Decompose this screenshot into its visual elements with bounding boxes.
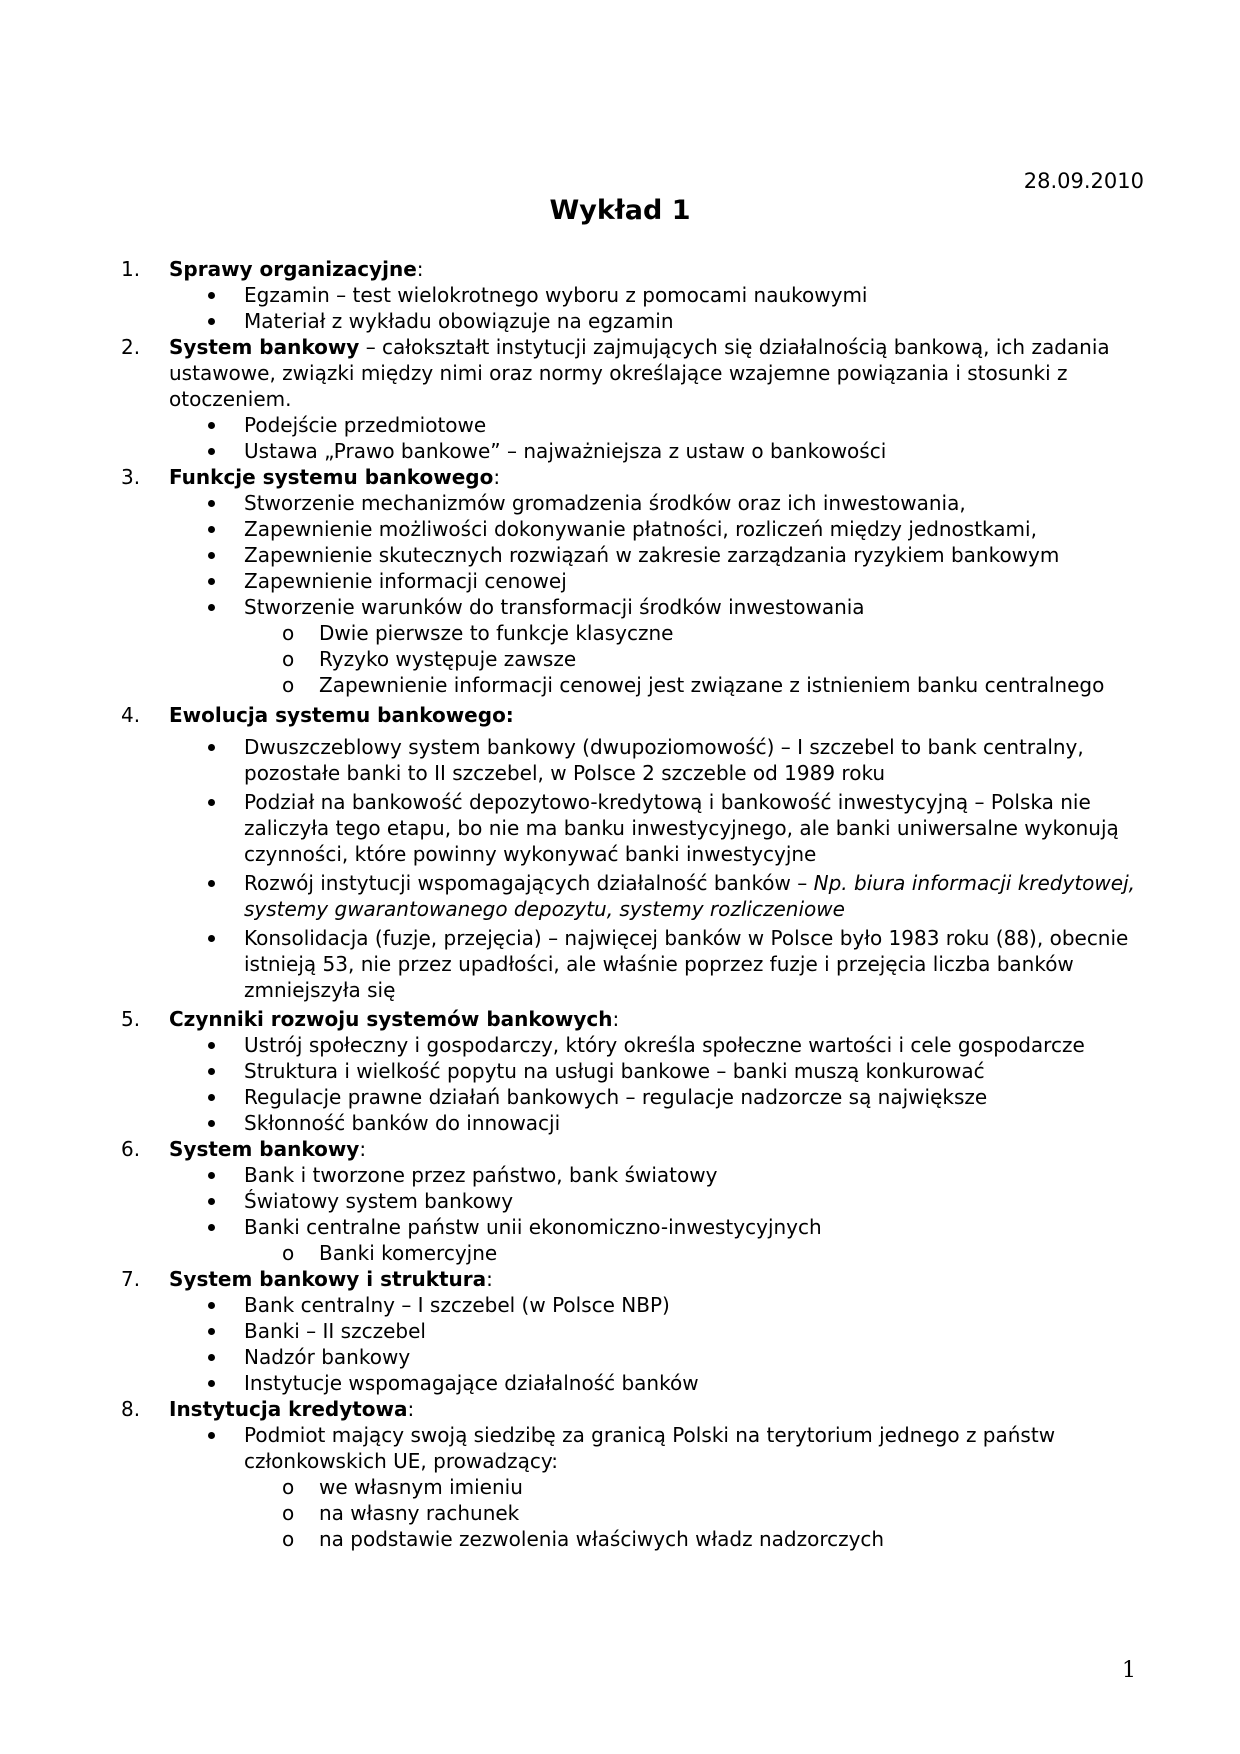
section-heading: Instytucja kredytowa — [169, 1397, 408, 1421]
bullet-item: Dwuszczeblowy system bankowy (dwupoziomowość) – I szczebel to bank centralny, pozostałe banki to II szczebel, w Polsce 2 szczeble od 1989 roku — [244, 734, 1141, 786]
bullet-list — [244, 490, 1141, 698]
section-heading: Sprawy organizacyjne — [169, 257, 417, 281]
section-number: 6. — [121, 1137, 141, 1161]
sub-item: o Zapewnienie informacji cenowej jest związane z istnieniem banku centralnego — [319, 672, 1141, 698]
section-heading-line — [169, 1266, 1141, 1292]
section-heading-line — [169, 1006, 1141, 1032]
bullet-item: Ustawa „Prawo bankowe” – najważniejsza z ustaw o bankowości — [244, 438, 1141, 464]
bullet-item-text: Rozwój instytucji wspomagających działalność banków – — [244, 871, 814, 895]
section-heading-tail: : — [407, 1397, 415, 1421]
sub-item: o we własnym imieniu — [319, 1474, 1141, 1500]
bullet-item-text: Podmiot mający swoją siedzibę za granicą Polski na terytorium jednego z państw członkowskich UE, prowadzący: — [244, 1423, 1056, 1473]
section-heading-tail: – całokształt instytucji zajmujących się działalnością bankową, ich zadania ustawowe, związki między nimi oraz normy określające wzajemne powiązania i stosunki z otoczeniem. — [169, 335, 1110, 411]
section-heading-line — [169, 1136, 1141, 1162]
numbered-list — [121, 256, 1141, 1552]
section-1 — [121, 256, 1141, 334]
bullet-item — [244, 594, 1141, 698]
bullet-item — [244, 1422, 1141, 1552]
document-title: Wykład 1 — [549, 195, 691, 226]
section-heading: Funkcje systemu bankowego — [169, 465, 494, 489]
bullet-item: Struktura i wielkość popytu na usługi bankowe – banki muszą konkurować — [244, 1058, 1141, 1084]
section-heading-line — [169, 334, 1141, 412]
bullet-item-text: Banki centralne państw unii ekonomiczno-inwestycyjnych — [244, 1215, 822, 1239]
section-heading: Ewolucja systemu bankowego: — [169, 703, 514, 727]
section-number: 1. — [121, 257, 141, 281]
section-4 — [121, 702, 1141, 1003]
bullet-item: Ustrój społeczny i gospodarczy, który określa społeczne wartości i cele gospodarcze — [244, 1032, 1141, 1058]
bullet-list — [244, 1422, 1141, 1552]
section-heading: System bankowy — [169, 335, 360, 359]
section-heading-tail: : — [493, 465, 501, 489]
bullet-item-italic-text: Np. biura informacji kredytowej, systemy gwarantowanego depozytu, systemy rozliczeniowe — [244, 871, 1135, 921]
section-number: 7. — [121, 1267, 141, 1291]
section-heading-tail: : — [486, 1267, 493, 1291]
section-number: 5. — [121, 1007, 141, 1031]
section-number: 8. — [121, 1397, 141, 1421]
bullet-item: Podział na bankowość depozytowo-kredytową i bankowość inwestycyjną – Polska nie zaliczyła tego etapu, bo nie ma banku inwestycyjnego, ale banki uniwersalne wykonują czynności, które powinny wykonywać banki inwestycyjne — [244, 789, 1141, 867]
page-number: 1 — [1122, 1658, 1136, 1683]
bullet-item: Banki – II szczebel — [244, 1318, 1141, 1344]
section-8 — [121, 1396, 1141, 1552]
section-number: 4. — [121, 703, 141, 727]
bullet-item: Zapewnienie skutecznych rozwiązań w zakresie zarządzania ryzykiem bankowym — [244, 542, 1141, 568]
bullet-item: Regulacje prawne działań bankowych – regulacje nadzorcze są największe — [244, 1084, 1141, 1110]
bullet-list — [244, 1162, 1141, 1266]
sub-item: o na podstawie zezwolenia właściwych władz nadzorczych — [319, 1526, 1141, 1552]
section-heading: Czynniki rozwoju systemów bankowych — [169, 1007, 613, 1031]
bullet-item: Światowy system bankowy — [244, 1188, 1141, 1214]
section-heading-tail: : — [416, 257, 424, 281]
bullet-item: Zapewnienie informacji cenowej — [244, 568, 1141, 594]
document-date: 28.09.2010 — [1023, 169, 1144, 193]
section-heading-tail: : — [359, 1137, 367, 1161]
sub-list — [319, 1474, 1141, 1552]
section-heading-line — [169, 702, 1141, 728]
bullet-item: Bank centralny – I szczebel (w Polsce NBP) — [244, 1292, 1141, 1318]
sub-item: o Banki komercyjne — [319, 1240, 1141, 1266]
lecture-notes-body — [121, 256, 1141, 1552]
section-heading: System bankowy — [169, 1137, 360, 1161]
bullet-item: Skłonność banków do innowacji — [244, 1110, 1141, 1136]
sub-item: o Ryzyko występuje zawsze — [319, 646, 1141, 672]
section-7 — [121, 1266, 1141, 1396]
bullet-item: Konsolidacja (fuzje, przejęcia) – najwięcej banków w Polsce było 1983 roku (88), obecnie istnieją 53, nie przez upadłości, ale właśnie poprzez fuzje i przejęcia liczba banków zmniejszyła się — [244, 925, 1141, 1003]
section-heading-line — [169, 1396, 1141, 1422]
bullet-item: Egzamin – test wielokrotnego wyboru z pomocami naukowymi — [244, 282, 1141, 308]
bullet-item: Materiał z wykładu obowiązuje na egzamin — [244, 308, 1141, 334]
bullet-item: Zapewnienie możliwości dokonywanie płatności, rozliczeń między jednostkami, — [244, 516, 1141, 542]
bullet-list — [244, 282, 1141, 334]
sub-item: o Dwie pierwsze to funkcje klasyczne — [319, 620, 1141, 646]
bullet-item: Podejście przedmiotowe — [244, 412, 1141, 438]
bullet-item — [244, 870, 1141, 922]
section-heading-tail: : — [612, 1007, 620, 1031]
section-number: 2. — [121, 335, 141, 359]
sub-list — [319, 620, 1141, 698]
section-6 — [121, 1136, 1141, 1266]
section-5 — [121, 1006, 1141, 1136]
sub-list — [319, 1240, 1141, 1266]
bullet-list — [244, 412, 1141, 464]
bullet-item-text: Stworzenie warunków do transformacji środków inwestowania — [244, 595, 865, 619]
section-3 — [121, 464, 1141, 698]
bullet-item: Bank i tworzone przez państwo, bank światowy — [244, 1162, 1141, 1188]
section-2 — [121, 334, 1141, 464]
section-heading: System bankowy i struktura — [169, 1267, 487, 1291]
bullet-list — [244, 734, 1141, 1003]
section-heading-line — [169, 256, 1141, 282]
bullet-item: Nadzór bankowy — [244, 1344, 1141, 1370]
bullet-item — [244, 1214, 1141, 1266]
section-heading-line — [169, 464, 1141, 490]
bullet-list — [244, 1292, 1141, 1396]
bullet-item: Instytucje wspomagające działalność banków — [244, 1370, 1141, 1396]
bullet-list — [244, 1032, 1141, 1136]
bullet-item: Stworzenie mechanizmów gromadzenia środków oraz ich inwestowania, — [244, 490, 1141, 516]
sub-item: o na własny rachunek — [319, 1500, 1141, 1526]
section-number: 3. — [121, 465, 141, 489]
